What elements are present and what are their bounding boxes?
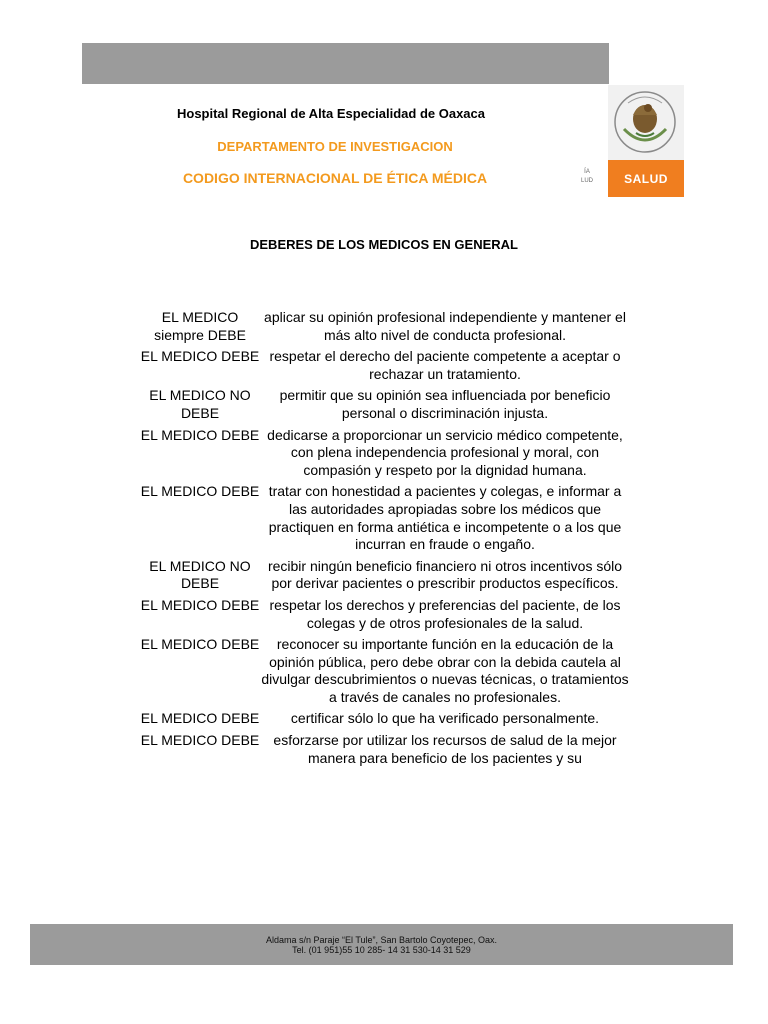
duty-row [140, 732, 630, 767]
duty-text: esforzarse por utilizar los recursos de salud de la mejor manera para beneficio de los pacientes y su [273, 732, 617, 766]
duty-subject: EL MEDICO DEBE [140, 483, 260, 500]
footer-address: Aldama s/n Paraje “El Tule”, San Bartolo Coyotepec, Oax. [265, 934, 498, 945]
duty-subject: EL MEDICO NO DEBE [149, 387, 251, 421]
duty-text: reconocer su importante función en la educación de la opinión pública, pero debe obrar con la debida cautela al divulgar descubrimientos o nuevas técnicas, o tratamientos a través de canales no profesionales. [261, 636, 629, 705]
duty-row [140, 309, 630, 344]
department-title: DEPARTAMENTO DE INVESTIGACION [217, 139, 453, 154]
footer-phone: Tel. (01 951)55 10 285- 14 31 530-14 31 529 [292, 944, 471, 955]
duty-text: permitir que su opinión sea influenciada por beneficio personal o discriminación injusta. [279, 387, 611, 421]
duty-row [140, 387, 630, 422]
duty-row [140, 710, 630, 728]
duty-text: aplicar su opinión profesional independiente y mantener el más alto nivel de conducta profesional. [264, 309, 626, 343]
duty-text: respetar los derechos y preferencias del paciente, de los colegas y de otros profesionales de la salud. [269, 596, 621, 631]
duty-row [140, 636, 630, 706]
duty-row [140, 597, 630, 632]
mexican-coat-of-arms-icon [612, 89, 678, 155]
duty-subject: EL MEDICO siempre DEBE [154, 309, 246, 343]
partial-logo-mark: ÍA LUD [580, 169, 593, 184]
duty-text: dedicarse a proporcionar un servicio médico competente, con plena independencia profesional y moral, con compasión y respeto por la dignidad humana. [267, 426, 623, 478]
duty-subject: EL MEDICO DEBE [140, 710, 260, 727]
salud-logo: SALUD [608, 160, 684, 197]
duty-row [140, 483, 630, 553]
duty-text: certificar sólo lo que ha verificado personalmente. [290, 710, 600, 727]
duty-row [140, 558, 630, 593]
duty-row [140, 427, 630, 480]
duty-subject: EL MEDICO DEBE [140, 426, 260, 443]
duty-subject: EL MEDICO DEBE [140, 732, 260, 749]
duty-text: respetar el derecho del paciente competente a aceptar o rechazar un tratamiento. [269, 348, 621, 382]
duty-subject: EL MEDICO DEBE [140, 348, 260, 365]
duty-text: recibir ningún beneficio financiero ni otros incentivos sólo por derivar pacientes o prescribir productos específicos. [267, 557, 623, 592]
section-title: DEBERES DE LOS MEDICOS EN GENERAL [250, 237, 518, 252]
header-bar [82, 43, 609, 84]
duty-text: tratar con honestidad a pacientes y colegas, e informar a las autoridades apropiadas sobre los médicos que practiquen en forma antiética e incompetente o a los que incurran en fraude o engaño. [268, 483, 622, 553]
footer-bar [30, 924, 733, 965]
duty-subject: EL MEDICO NO DEBE [149, 557, 251, 592]
duty-subject: EL MEDICO DEBE [140, 596, 260, 613]
duties-list [140, 309, 630, 771]
code-title: CODIGO INTERNACIONAL DE ÉTICA MÉDICA [182, 170, 488, 186]
duty-row [140, 348, 630, 383]
duty-subject: EL MEDICO DEBE [140, 636, 260, 653]
hospital-name: Hospital Regional de Alta Especialidad de Oaxaca [176, 106, 485, 121]
